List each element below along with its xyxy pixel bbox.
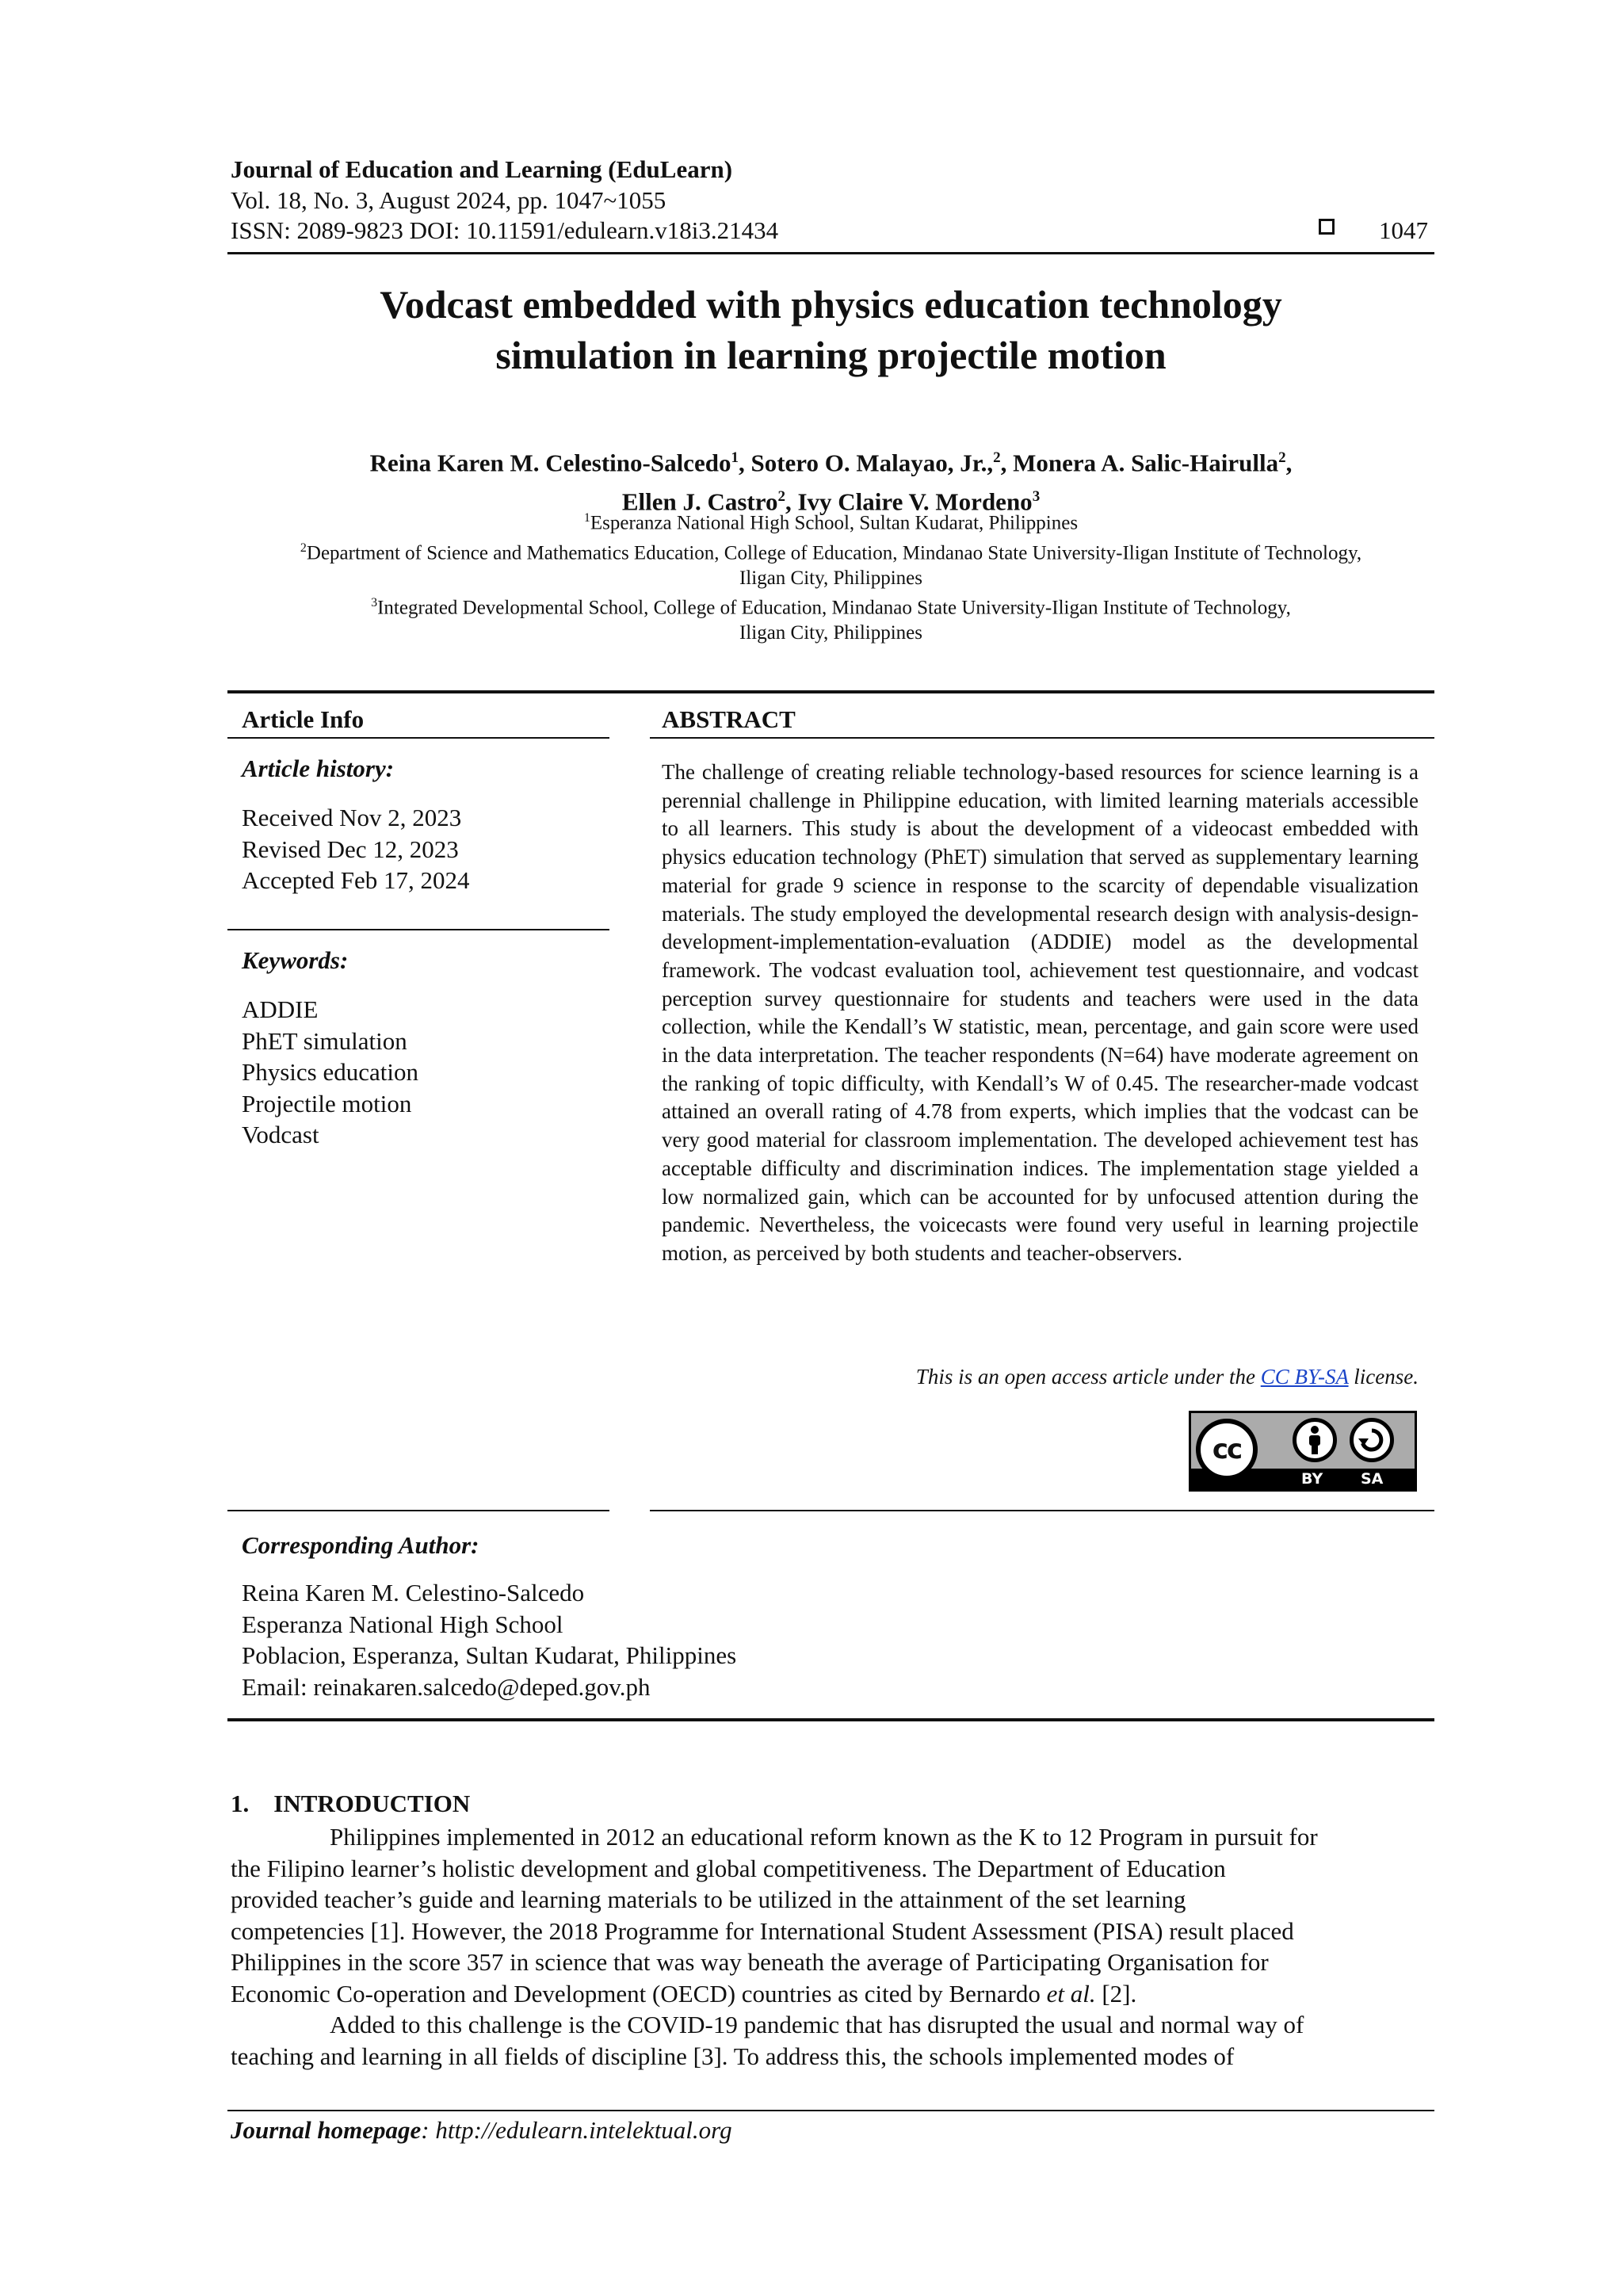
author-affil-sup: 2	[777, 488, 785, 506]
line-text: Economic Co-operation and Development (OECD) countries as cited by Bernardo	[231, 1979, 1047, 2008]
share-alike-glyph	[1358, 1427, 1385, 1454]
person-icon	[1293, 1418, 1337, 1462]
keyword-item: Projectile motion	[242, 1089, 412, 1117]
keyword-item: Physics education	[242, 1058, 418, 1086]
corresponding-email[interactable]: Email: reinakaren.salcedo@deped.gov.ph	[242, 1672, 651, 1701]
cc-by-sa-link[interactable]: CC BY-SA	[1260, 1365, 1349, 1389]
affiliation-2-cont: Iligan City, Philippines	[739, 567, 923, 589]
author-name: Ellen J. Castro	[621, 487, 778, 516]
cc-by-sa-badge[interactable]	[1189, 1411, 1417, 1492]
frame-top-rule	[227, 690, 1434, 693]
author-line-1	[227, 441, 1434, 479]
author-name: , Monera A. Salic-Hairulla	[1000, 449, 1279, 477]
author-affil-sup: 1	[731, 449, 739, 466]
frame-bottom-rule	[227, 1718, 1434, 1721]
paragraph-line	[231, 2009, 1434, 2041]
intro-paragraph-1	[231, 1821, 1434, 2009]
affiliation-3-cont: Iligan City, Philippines	[739, 621, 923, 644]
paragraph-line: provided teacher’s guide and learning materials to be utilized in the attainment of the set learning	[231, 1885, 1186, 1913]
corresponding-heading: Corresponding Author:	[242, 1531, 479, 1559]
cc-logo-icon: cc	[1196, 1419, 1258, 1480]
title-line-2: simulation in learning projectile motion	[495, 333, 1167, 377]
keyword-list	[242, 994, 418, 1151]
paragraph-line: teaching and learning in all fields of discipline [3]. To address this, the schools implemented modes of	[231, 2042, 1235, 2070]
by-label: BY	[1301, 1470, 1323, 1488]
history-rule	[227, 929, 609, 930]
corresponding-details	[242, 1577, 736, 1702]
person-glyph	[1304, 1426, 1325, 1454]
article-info-rule	[227, 737, 609, 739]
citation: [2].	[1095, 1979, 1137, 2008]
intro-paragraph-2	[231, 2009, 1434, 2072]
affiliation-sup: 1	[583, 511, 590, 525]
paragraph-line	[231, 1821, 1434, 1853]
author-name: , Ivy Claire V. Mordeno	[785, 487, 1033, 516]
affiliation-2	[227, 536, 1434, 566]
accepted-date: Accepted Feb 17, 2024	[242, 866, 470, 894]
square-bullet-icon	[1319, 219, 1335, 235]
affiliation-text: Integrated Developmental School, College of Education, Mindanao State University-Iligan Institute of Technology,	[377, 597, 1291, 619]
paragraph-line: competencies [1]. However, the 2018 Programme for International Student Assessment (PISA) result placed	[231, 1916, 1294, 1945]
article-history-heading: Article history:	[242, 755, 395, 782]
section-heading-introduction: 1. INTRODUCTION	[231, 1790, 471, 1817]
abstract-heading: ABSTRACT	[662, 705, 796, 733]
received-date: Received Nov 2, 2023	[242, 804, 462, 831]
header-rule	[227, 252, 1434, 254]
issn-doi-line: ISSN: 2089-9823 DOI: 10.11591/edulearn.v18i3.21434	[231, 216, 779, 244]
corresponding-name: Reina Karen M. Celestino-Salcedo	[242, 1579, 585, 1606]
license-statement	[662, 1365, 1419, 1389]
affiliation-text: Esperanza National High School, Sultan Kudarat, Philippines	[590, 512, 1079, 534]
affiliation-text: Department of Science and Mathematics Education, College of Education, Mindanao State University-Iligan Institute of Technology,	[306, 542, 1362, 564]
page-number: 1047	[1379, 216, 1428, 244]
affiliation-3	[227, 590, 1434, 621]
author-affil-sup: 2	[993, 449, 1001, 466]
author-name: Reina Karen M. Celestino-Salcedo	[369, 449, 731, 477]
footer-rule	[227, 2110, 1434, 2111]
keyword-item: PhET simulation	[242, 1026, 407, 1055]
journal-homepage	[231, 2116, 732, 2145]
article-history	[242, 802, 470, 896]
journal-name: Journal of Education and Learning (EduLearn)	[231, 155, 733, 183]
sa-label: SA	[1361, 1470, 1384, 1488]
keyword-item: ADDIE	[242, 995, 319, 1023]
revised-date: Revised Dec 12, 2023	[242, 835, 459, 863]
author-affil-sup: 3	[1032, 488, 1041, 506]
affiliation-sup: 3	[371, 596, 378, 610]
author-separator: ,	[1285, 449, 1293, 477]
paragraph-line: Philippines in the score 357 in science that was way beneath the average of Participating Organisation for	[231, 1948, 1269, 1976]
homepage-label: Journal homepage	[231, 2116, 422, 2144]
license-prefix: This is an open access article under the	[915, 1365, 1261, 1389]
author-affil-sup: 2	[1278, 449, 1286, 466]
keywords-heading: Keywords:	[242, 946, 349, 974]
paragraph-line-last	[231, 1978, 1434, 2010]
paragraph-line: the Filipino learner’s holistic development and global competitiveness. The Department of Education	[231, 1854, 1226, 1882]
affiliation-sup: 2	[300, 541, 307, 555]
et-al: et al.	[1046, 1979, 1096, 2008]
article-info-heading: Article Info	[242, 705, 365, 733]
keyword-item: Vodcast	[242, 1121, 319, 1148]
affiliation-1	[227, 506, 1434, 536]
keywords-bottom-rule	[227, 1510, 609, 1511]
abstract-rule	[650, 737, 1434, 739]
license-suffix: license.	[1348, 1365, 1419, 1389]
paper-title	[227, 279, 1434, 380]
author-name: , Sotero O. Malayao, Jr.,	[738, 449, 994, 477]
abstract-bottom-rule	[650, 1510, 1434, 1511]
volume-line: Vol. 18, No. 3, August 2024, pp. 1047~1055	[231, 186, 666, 214]
corresponding-address: Poblacion, Esperanza, Sultan Kudarat, Philippines	[242, 1641, 737, 1669]
title-line-1: Vodcast embedded with physics education technology	[380, 282, 1282, 327]
line-text: Added to this challenge is the COVID-19 pandemic that has disrupted the usual and normal way of	[330, 2011, 1304, 2038]
homepage-url[interactable]: : http://edulearn.intelektual.org	[421, 2116, 732, 2144]
abstract-text: The challenge of creating reliable technology-based resources for science learning is a perennial challenge in Philippine education, with limited learning materials accessible to all learners. This study is about the development of a videocast embedded with physics education technology (PhET) simulation that served as supplementary learning material for grade 9 science in response to the scarcity of dependable visualization materials. The study employed the developmental research design with analysis-design-development-implementation-evaluation (ADDIE) model as the developmental framework. The vodcast evaluation tool, achievement test questionnaire, and vodcast perception survey questionnaire for students and teachers were used in the data collection, while the Kendall’s W statistic, mean, percentage, and gain score were used in the data interpretation. The teacher respondents (N=64) have moderate agreement on the ranking of topic difficulty, with Kendall’s W of 0.45. The researcher-made vodcast attained an overall rating of 4.78 from experts, which implies that the vodcast can be very good material for classroom implementation. The developed achievement test has acceptable difficulty and discrimination indices. The implementation stage yielded a low normalized gain, which can be accounted for by unfocused attention during the pandemic. Nevertheless, the voicecasts were found very useful in learning projectile motion, as perceived by both students and teacher-observers.	[662, 760, 1419, 1265]
corresponding-institution: Esperanza National High School	[242, 1610, 563, 1638]
line-text: Philippines implemented in 2012 an educational reform known as the K to 12 Program in pursuit for	[330, 1823, 1318, 1851]
affiliations	[227, 506, 1434, 645]
share-alike-icon	[1350, 1418, 1394, 1462]
